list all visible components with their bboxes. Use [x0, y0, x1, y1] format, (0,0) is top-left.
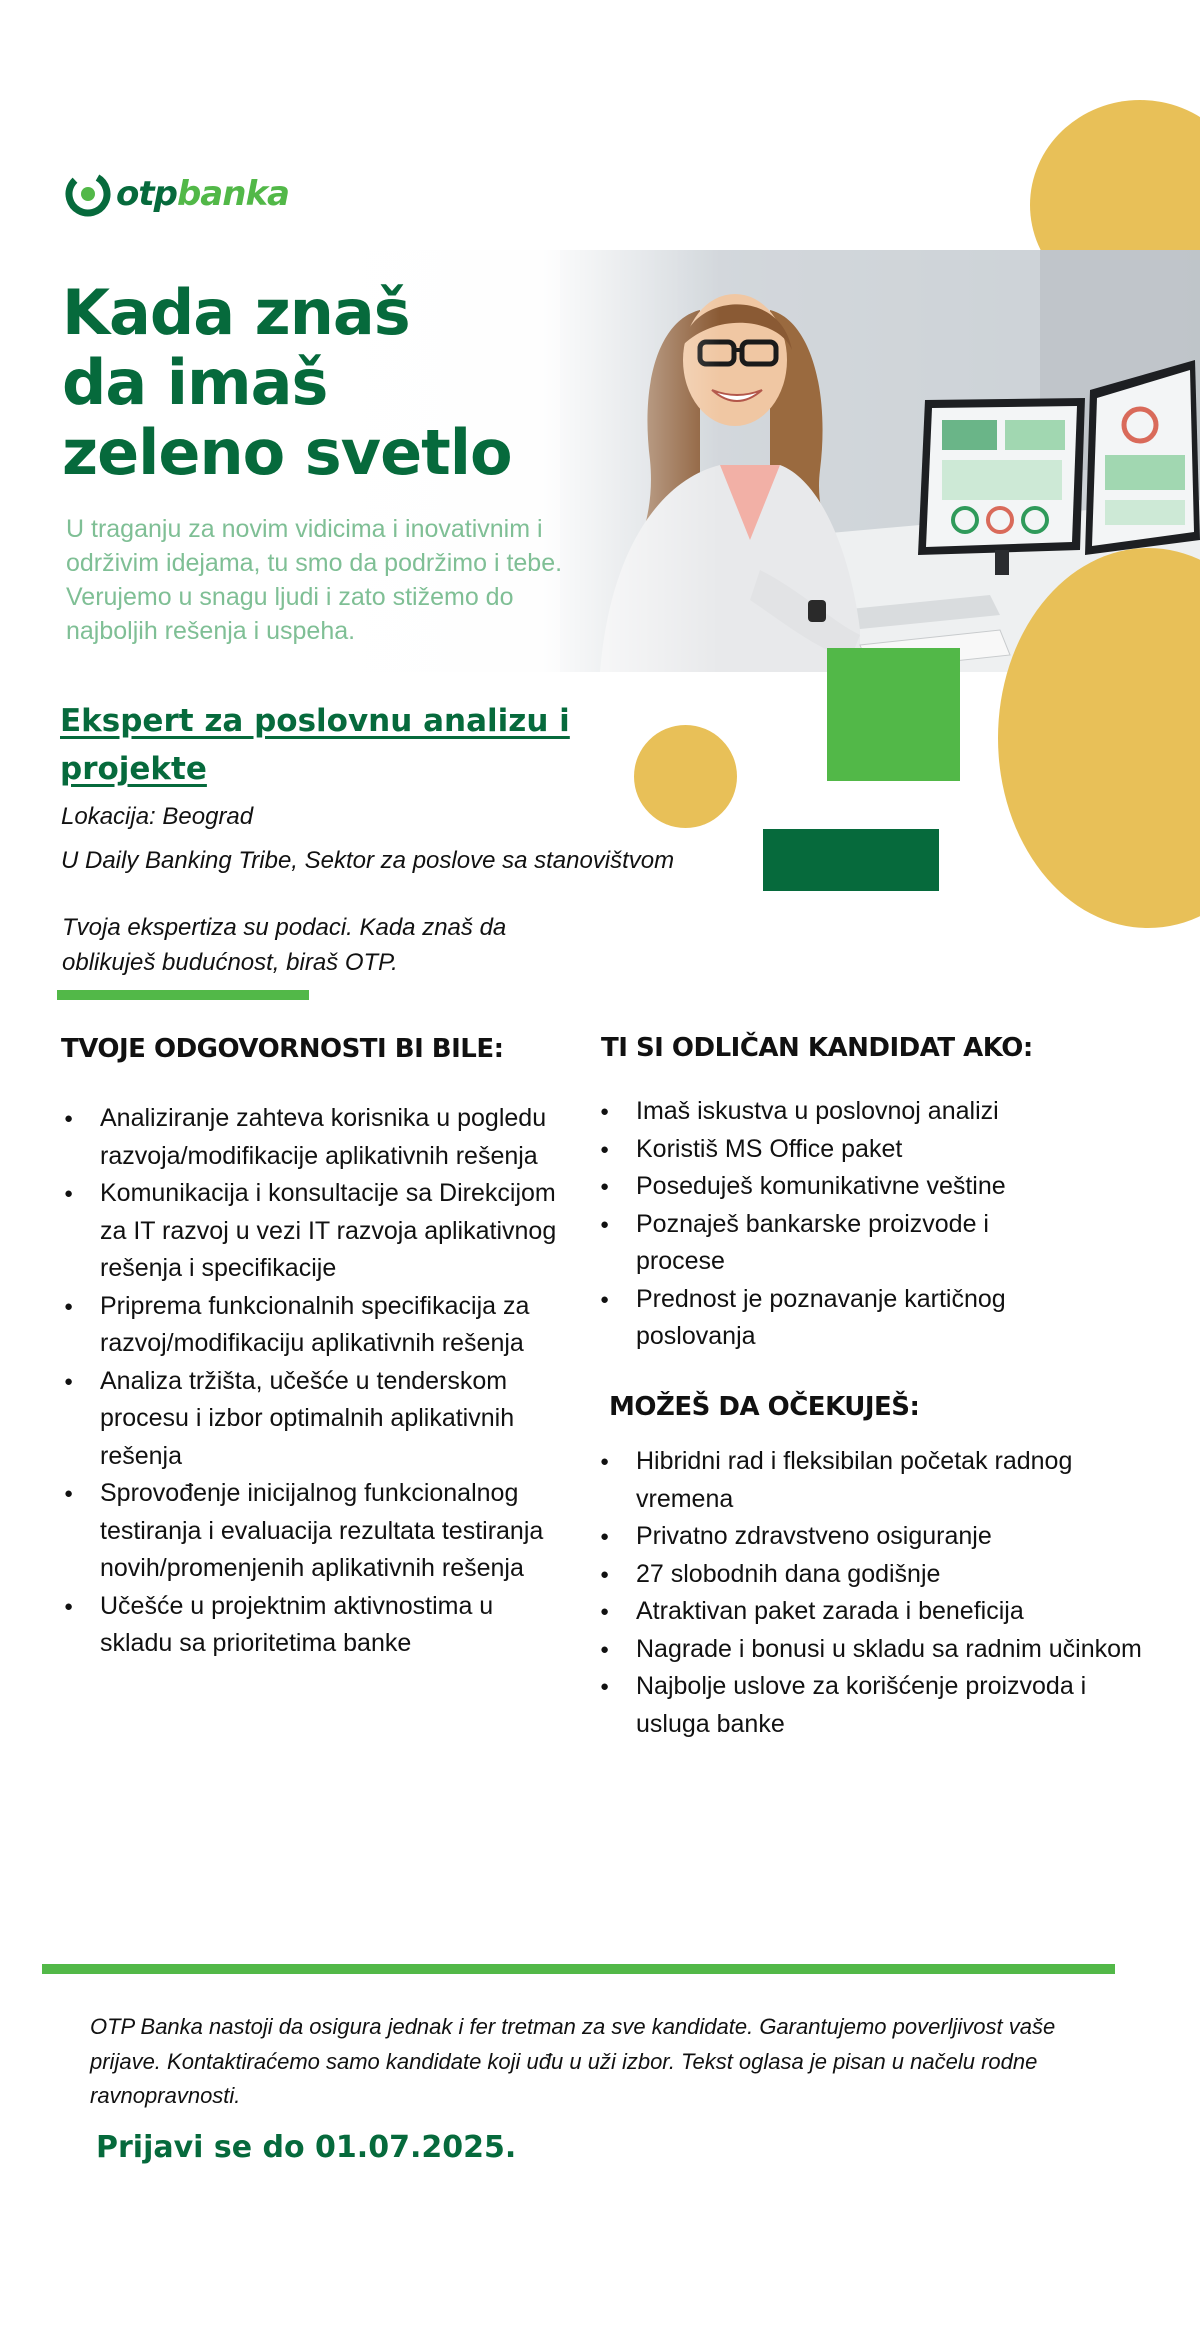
hero-headline: [62, 278, 512, 488]
responsibilities-list: [62, 1100, 562, 1663]
responsibility-item: ● Analiza tržišta, učešće u tenderskom procesu i izbor optimalnih aplikativnih rešenja: [100, 1363, 562, 1476]
benefit-item: ● Nagrade i bonusi u skladu sa radnim učinkom: [636, 1631, 1168, 1669]
candidate-item: ● Poseduješ komunikativne veštine: [636, 1168, 1158, 1206]
hero-intro-text: U traganju za novim vidicima i inovativnim i održivim idejama, tu smo da podržimo i tebe. Verujemo u snagu ljudi i zato stižemo do najboljih rešenja i uspeha.: [66, 515, 563, 645]
benefit-item: ● Privatno zdravstveno osiguranje: [636, 1518, 1168, 1556]
logo-text-otp: otp: [116, 174, 177, 214]
application-deadline: Prijavi se do 01.07.2025.: [96, 2130, 517, 2165]
responsibility-item: ● Učešće u projektnim aktivnostima u skladu sa prioritetima banke: [100, 1588, 562, 1663]
decor-rect-dark-green: [763, 829, 939, 891]
benefit-item: ● Hibridni rad i fleksibilan početak radnog vremena: [636, 1443, 1136, 1518]
otp-banka-logo: [64, 168, 294, 220]
responsibilities-heading: TVOJE ODGOVORNOSTI BI BILE:: [61, 1034, 504, 1064]
logo-text-banka: banka: [176, 174, 289, 214]
headline-line-1: Kada znaš: [62, 276, 410, 349]
candidate-item: ● Poznaješ bankarske proizvode i procese: [636, 1206, 1036, 1281]
benefit-item: ● Najbolje uslove za korišćenje proizvoda i usluga banke: [636, 1668, 1106, 1743]
decor-circle-small: [634, 725, 737, 828]
decor-square-light-green: [827, 648, 960, 781]
benefit-item: ● Atraktivan paket zarada i beneficija: [636, 1593, 1168, 1631]
candidate-list: [598, 1093, 1158, 1356]
headline-line-3: zeleno svetlo: [62, 416, 512, 489]
responsibility-item: ● Analiziranje zahteva korisnika u pogledu razvoja/modifikacije aplikativnih rešenja: [100, 1100, 562, 1175]
job-location: Lokacija: Beograd: [61, 803, 254, 830]
candidate-heading: TI SI ODLIČAN KANDIDAT AKO:: [601, 1033, 1033, 1063]
benefit-item: ● 27 slobodnih dana godišnje: [636, 1556, 1168, 1594]
footer-divider-bar: [42, 1964, 1115, 1974]
benefits-heading: MOŽEŠ DA OČEKUJEŠ:: [609, 1392, 920, 1422]
job-tagline: Tvoja ekspertiza su podaci. Kada znaš da oblikuješ budućnost, biraš OTP.: [62, 914, 507, 976]
otp-logo-icon: [64, 170, 112, 218]
headline-line-2: da imaš: [62, 346, 328, 419]
footer-disclaimer: OTP Banka nastoji da osigura jednak i fer tretman za sve kandidate. Garantujemo poverljivost vaše prijave. Kontaktiraćemo samo kandidate koji uđu u uži izbor. Tekst oglasa je pisan u načelu rodne ravnopravnosti.: [90, 2014, 1056, 2108]
candidate-item: ● Prednost je poznavanje kartičnog poslovanja: [636, 1281, 1056, 1356]
candidate-item: ● Koristiš MS Office paket: [636, 1131, 1158, 1169]
job-department: U Daily Banking Tribe, Sektor za poslove sa stanovištvom: [61, 847, 675, 874]
candidate-item: ● Imaš iskustva u poslovnoj analizi: [636, 1093, 1158, 1131]
tagline-underline-bar: [57, 990, 309, 1000]
responsibility-item: ● Komunikacija i konsultacije sa Direkcijom za IT razvoj u vezi IT razvoja aplikativnog rešenja i specifikacije: [100, 1175, 562, 1288]
job-title: Ekspert za poslovnu analizu i projekte: [60, 703, 570, 787]
responsibility-item: ● Sprovođenje inicijalnog funkcionalnog testiranja i evaluacija rezultata testiranja novih/promenjenih aplikativnih rešenja: [100, 1475, 562, 1588]
responsibility-item: ● Priprema funkcionalnih specifikacija za razvoj/modifikaciju aplikativnih rešenja: [100, 1288, 562, 1363]
benefits-list: [598, 1443, 1168, 1743]
